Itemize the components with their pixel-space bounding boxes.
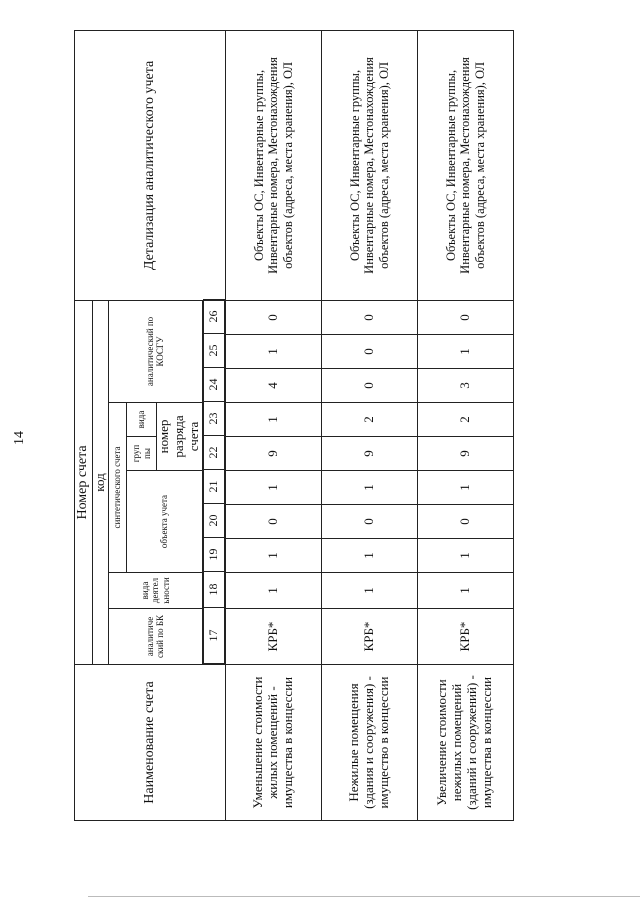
row-detail: Объекты ОС, Инвентарные группы, Инвентарные номера, Местонахождения объектов (адреса, места хранения), ОЛ (225, 30, 321, 300)
row-digit: 1 (225, 573, 321, 609)
row-bk: КРБ* (225, 609, 321, 665)
row-digit: 1 (321, 471, 417, 505)
digit-number-cell: 20 (203, 504, 224, 538)
header-activity-type: вида деятел ьности (109, 573, 203, 609)
digit-number-cell: 23 (203, 402, 224, 436)
row-digit: 0 (321, 335, 417, 369)
row-digit: 0 (321, 369, 417, 403)
row-digit: 0 (417, 505, 513, 539)
row-digit: 9 (417, 437, 513, 471)
page-bottom-rule (88, 896, 640, 897)
table-row (417, 30, 513, 820)
header-detail: Детализация аналитического учета (75, 30, 226, 300)
digit-number-cell: 19 (203, 538, 224, 572)
header-code: код (93, 300, 109, 664)
row-digit: 0 (417, 300, 513, 334)
row-digit: 1 (225, 335, 321, 369)
page-number: 14 (12, 431, 27, 445)
header-account-name: Наименование счета (75, 665, 226, 821)
digit-number-cell: 24 (203, 368, 224, 402)
row-detail: Объекты ОС, Инвентарные группы, Инвентарные номера, Местонахождения объектов (адреса, места хранения), ОЛ (321, 30, 417, 300)
digit-number-cell: 17 (203, 608, 224, 664)
table-row (321, 30, 417, 820)
digit-number-cell: 22 (203, 436, 224, 470)
row-digit: 1 (321, 573, 417, 609)
digit-number-cell: 25 (203, 334, 224, 368)
row-account-name: Увеличение стоимости нежилых помещений (зданий и сооружений) - имущества в концессии (417, 665, 513, 821)
row-bk: КРБ* (321, 609, 417, 665)
digit-number-cell: 18 (203, 572, 224, 608)
row-bk: КРБ* (417, 609, 513, 665)
table-row (225, 30, 321, 820)
row-digit: 1 (225, 471, 321, 505)
row-digit: 1 (417, 573, 513, 609)
row-digit: 2 (417, 403, 513, 437)
row-account-name: Уменьшение стоимости жилых помещений - имущества в концессии (225, 665, 321, 821)
row-digit: 1 (417, 335, 513, 369)
account-table (74, 30, 514, 821)
row-digit: 1 (225, 539, 321, 573)
digit-number-cell: 21 (203, 470, 224, 504)
header-account-number: Номер счета (75, 300, 93, 664)
header-synthetic: синтетического счета (109, 403, 127, 573)
row-digit: 1 (417, 539, 513, 573)
header-kind: вида (127, 403, 157, 437)
row-digit: 2 (321, 403, 417, 437)
row-digit: 0 (321, 300, 417, 334)
header-analytic-kosgu: аналитический по КОСГУ (109, 300, 203, 402)
row-digit: 1 (225, 403, 321, 437)
row-digit: 0 (225, 300, 321, 334)
row-detail: Объекты ОС, Инвентарные группы, Инвентарные номера, Местонахождения объектов (адреса, места хранения), ОЛ (417, 30, 513, 300)
header-digit-number: номер разряда счета (157, 403, 203, 471)
row-digit: 1 (417, 471, 513, 505)
digit-number-cell: 26 (203, 300, 224, 334)
account-table-container (74, 31, 495, 821)
row-digit: 9 (321, 437, 417, 471)
row-digit: 3 (417, 369, 513, 403)
header-analytic-bk: аналитиче ский по БК (109, 609, 203, 665)
header-accounting-object: объекта учета (127, 471, 203, 573)
row-digit: 1 (321, 539, 417, 573)
row-account-name: Нежилые помещения (здания и сооружения) - имущество в концессии (321, 665, 417, 821)
row-digit: 4 (225, 369, 321, 403)
row-digit: 0 (225, 505, 321, 539)
header-group: груп пы (127, 437, 157, 471)
row-digit: 0 (321, 505, 417, 539)
row-digit: 9 (225, 437, 321, 471)
